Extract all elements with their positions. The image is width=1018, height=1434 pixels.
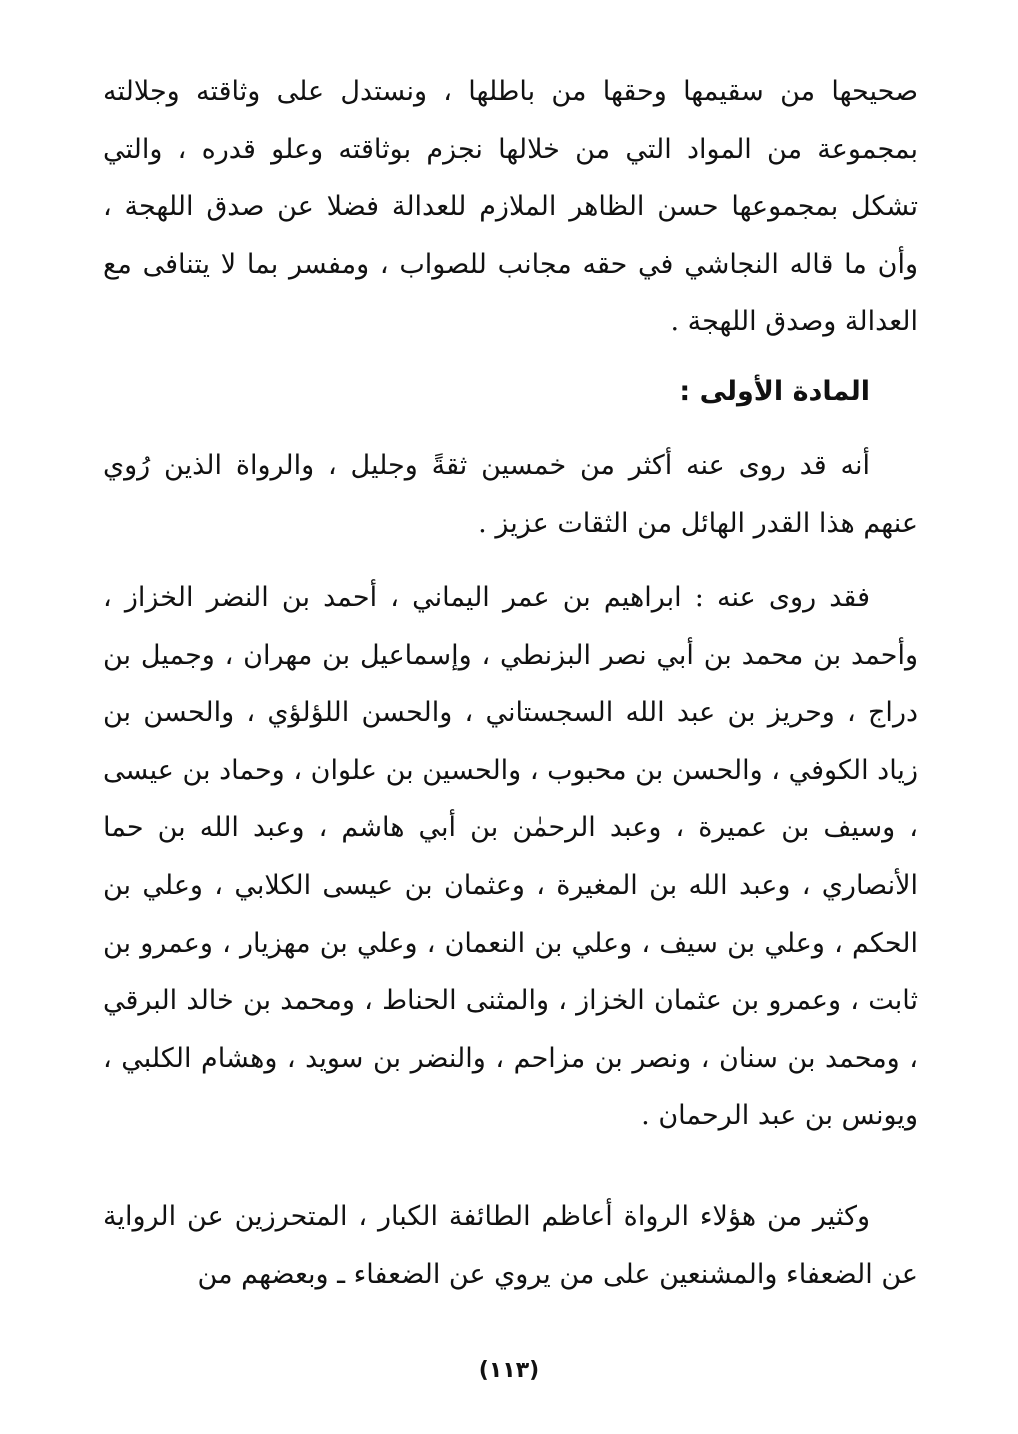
paragraph-narrators-count: أنه قد روى عنه أكثر من خمسين ثقةً وجليل ، والرواة الذين رُوي عنهم هذا القدر الهائل من الثقات عزيز . (103, 450, 918, 539)
page-number (0, 1356, 1018, 1386)
page-number-text: (١١٣) (478, 1358, 540, 1383)
paragraph-narrators-status: وكثير من هؤلاء الرواة أعاظم الطائفة الكبار ، المتحرزين عن الرواية عن الضعفاء والمشنعين على من يروي عن الضعفاء ـ وبعضهم من (103, 1201, 918, 1290)
paragraph-narrators-list: فقد روى عنه : ابراهيم بن عمر اليماني ، أحمد بن النضر الخزاز ، وأحمد بن محمد بن أبي نصر البزنطي ، وإسماعيل بن مهران ، وجميل بن دراج ، وحريز بن عبد الله السجستاني ، والحسن اللؤلؤي ، والحسن بن زياد الكوفي ، والحسن بن محبوب ، والحسين بن علوان ، وحماد بن عيسى ، وسيف بن عميرة ، وعبد الرحمٰن بن أبي هاشم ، وعبد الله بن حما الأنصاري ، وعبد الله بن المغيرة ، وعثمان بن عيسى الكلابي ، وعلي بن الحكم ، وعلي بن سيف ، وعلي بن النعمان ، وعلي بن مهزيار ، وعمرو بن ثابت ، وعمرو بن عثمان الخزاز ، والمثنى الحناط ، ومحمد بن خالد البرقي ، ومحمد بن سنان ، ونصر بن مزاحم ، والنضر بن سويد ، وهشام الكلبي ، ويونس بن عبد الرحمان . (103, 582, 918, 1132)
intro-paragraph: صحيحها من سقيمها وحقها من باطلها ، ونستدل على وثاقته وجلالته بمجموعة من المواد التي من خلالها نجزم بوثاقته وعلو قدره ، والتي تشكل بمجموعها حسن الظاهر الملازم للعدالة فضلا عن صدق اللهجة ، وأن ما قاله النجاشي في حقه مجانب للصواب ، ومفسر بما لا يتنافى مع العدالة وصدق اللهجة . (103, 76, 918, 338)
section-heading: المادة الأولى : (679, 376, 870, 407)
